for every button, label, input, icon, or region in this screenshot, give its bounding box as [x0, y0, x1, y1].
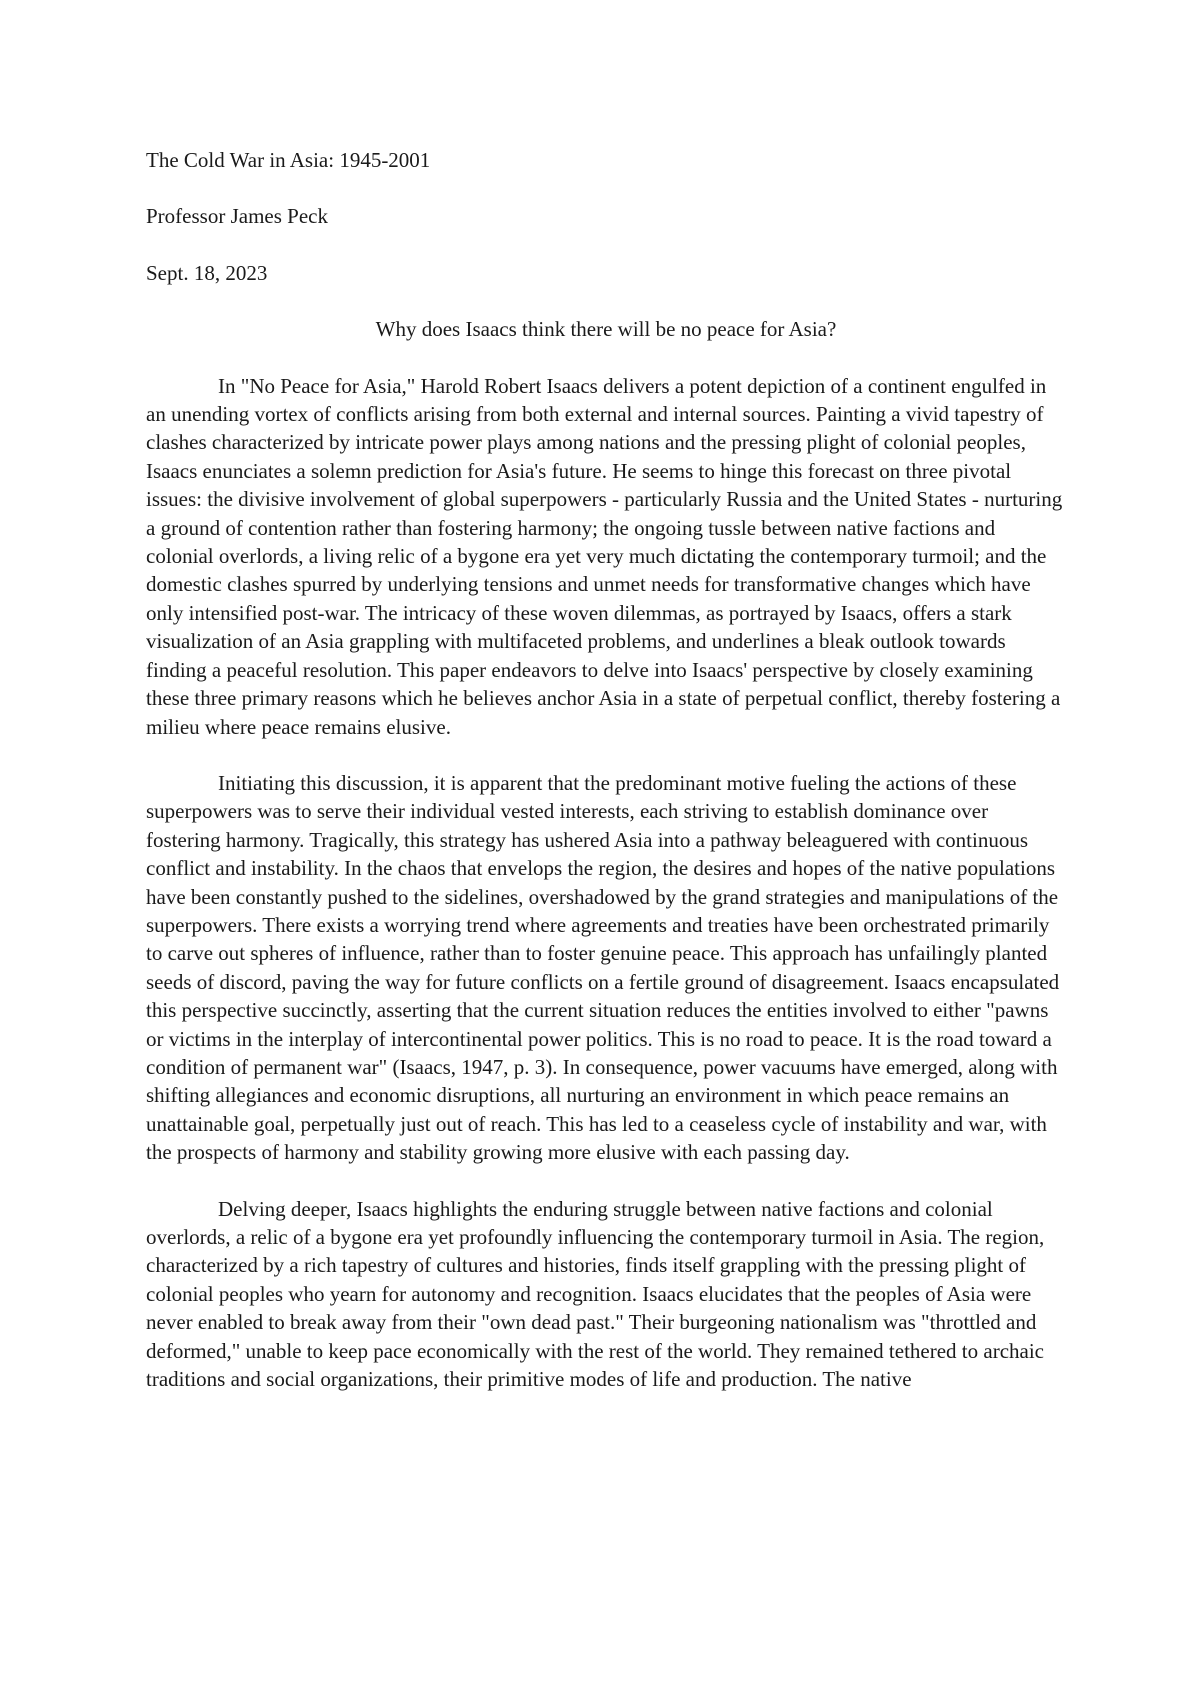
professor-name: Professor James Peck — [146, 204, 328, 229]
paragraph-3: Delving deeper, Isaacs highlights the enduring struggle between native factions and colonial overlords, a relic of a bygone era yet profoundly influencing the contemporary turmoil in Asia. The region, characterized by a rich tapestry of cultures and histories, finds itself grappling with the pressing plight of colonial peoples who yearn for autonomy and recognition. Isaacs elucidates that the peoples of Asia were never enabled to break away from their "own dead past." Their burgeoning nationalism was "throttled and deformed," unable to keep pace economically with the rest of the world. They remained tethered to archaic traditions and social organizations, their primitive modes of life and production. The native — [146, 1196, 1045, 1392]
essay-title: Why does Isaacs think there will be no peace for Asia? — [375, 317, 837, 342]
document-date: Sept. 18, 2023 — [146, 260, 268, 285]
paragraph-2: Initiating this discussion, it is apparent that the predominant motive fueling the actions of these superpowers was to serve their individual vested interests, each striving to establish dominance over fostering harmony. Tragically, this strategy has ushered Asia into a pathway beleaguered with continuous conflict and instability. In the chaos that envelops the region, the desires and hopes of the native populations have been constantly pushed to the sidelines, overshadowed by the grand strategies and manipulations of the superpowers. There exists a worrying trend where agreements and treaties have been orchestrated primarily to carve out spheres of influence, rather than to foster genuine peace. This approach has unfailingly planted seeds of discord, paving the way for future conflicts on a fertile ground of disagreement. Isaacs encapsulated this perspective succinctly, asserting that the current situation reduces the entities involved to either "pawns or victims in the interplay of intercontinental power politics. This is no road to peace. It is the road toward a condition of permanent war" (Isaacs, 1947, p. 3). In consequence, power vacuums have emerged, along with shifting allegiances and economic disruptions, all nurturing an environment in which peace remains an unattainable goal, perpetually just out of reach. This has led to a ceaseless cycle of instability and war, with the prospects of harmony and stability growing more elusive with each passing day. — [146, 770, 1060, 1165]
paragraph-1: In "No Peace for Asia," Harold Robert Isaacs delivers a potent depiction of a continent engulfed in an unending vortex of conflicts arising from both external and internal sources. Painting a vivid tapestry of clashes characterized by intricate power plays among nations and the pressing plight of colonial peoples, Isaacs enunciates a solemn prediction for Asia's future. He seems to hinge this forecast on three pivotal issues: the divisive involvement of global superpowers - particularly Russia and the United States - nurturing a ground of contention rather than fostering harmony; the ongoing tussle between native factions and colonial overlords, a living relic of a bygone era yet very much dictating the contemporary turmoil; and the domestic clashes spurred by underlying tensions and unmet needs for transformative changes which have only intensified post-war. The intricacy of these woven dilemmas, as portrayed by Isaacs, offers a stark visualization of an Asia grappling with multifaceted problems, and underlines a bleak outlook towards finding a peaceful resolution. This paper endeavors to delve into Isaacs' perspective by closely examining these three primary reasons which he believes anchor Asia in a state of perpetual conflict, thereby fostering a milieu where peace remains elusive. — [146, 373, 1063, 739]
course-title: The Cold War in Asia: 1945-2001 — [146, 148, 431, 172]
document-body — [146, 146, 1066, 1393]
